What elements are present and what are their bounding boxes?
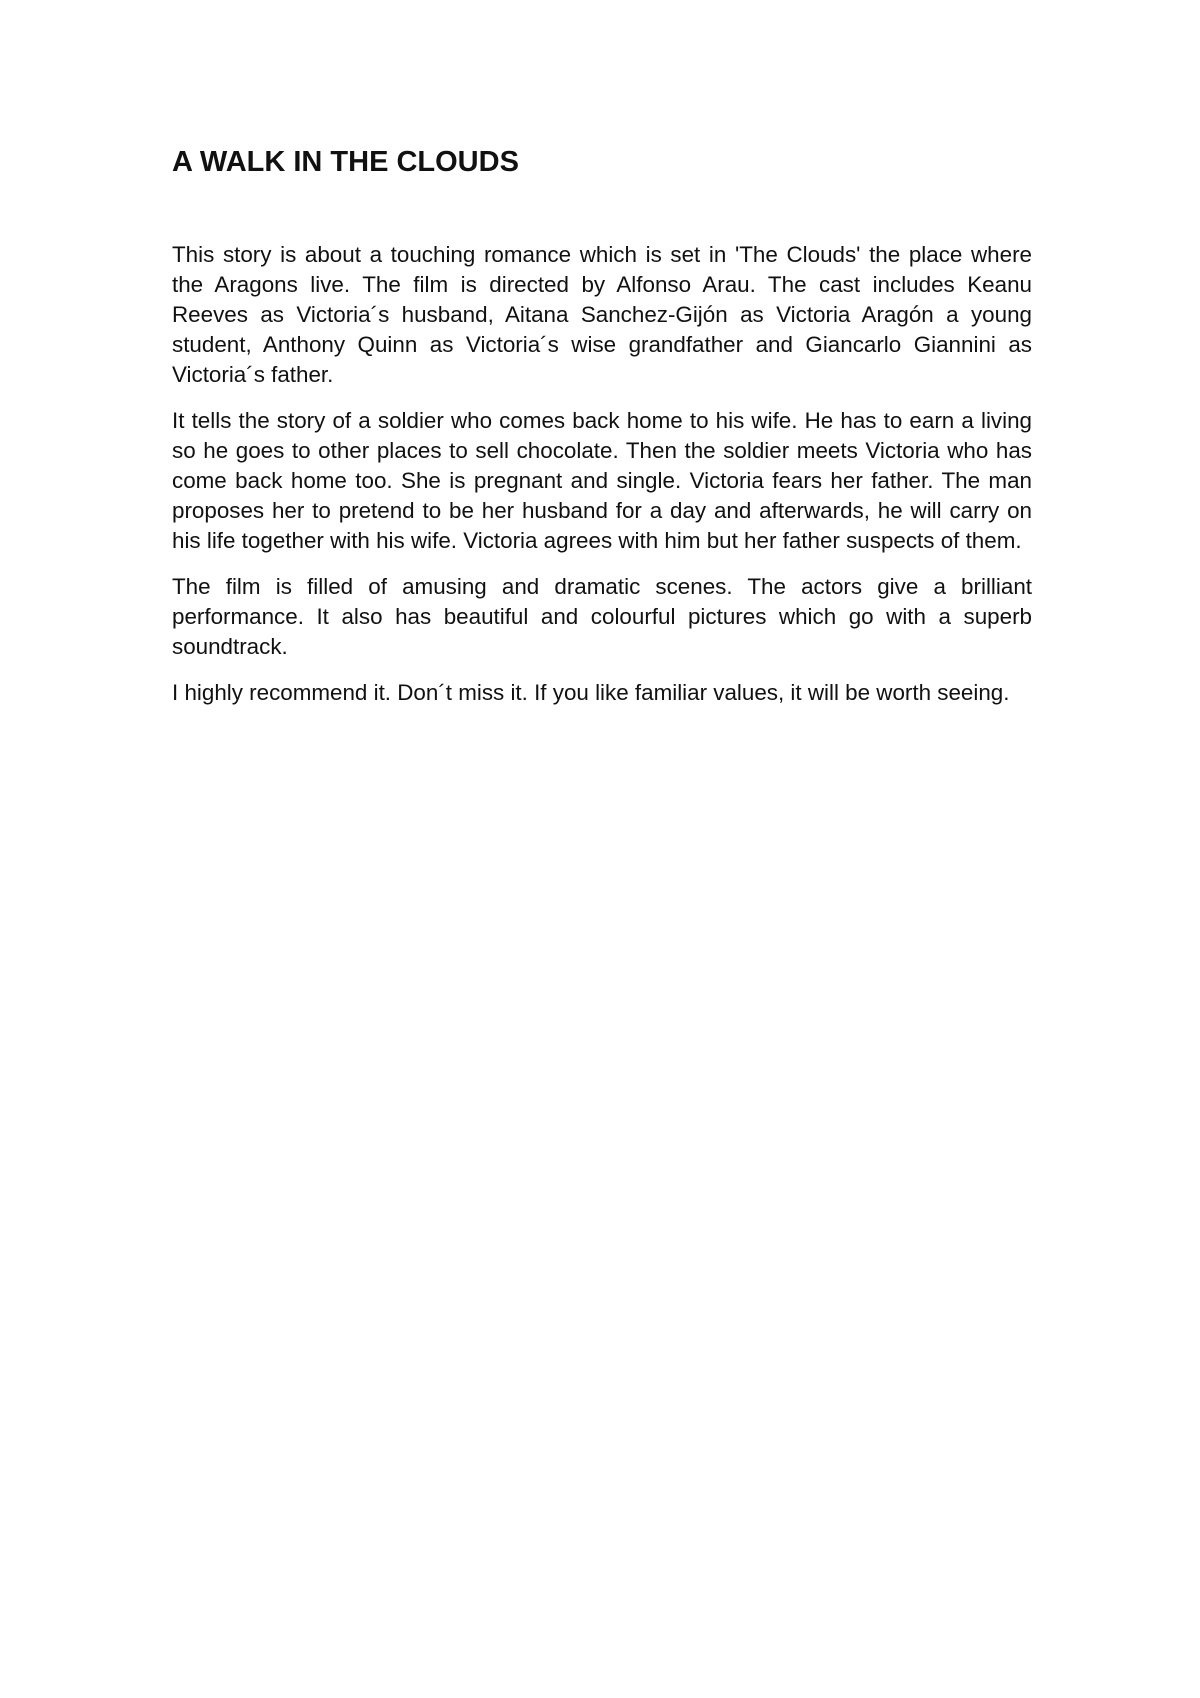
document-title: A WALK IN THE CLOUDS [172, 146, 519, 178]
paragraph-intro: This story is about a touching romance which is set in 'The Clouds' the place where the Aragons live. The film is directed by Alfonso Arau. The cast includes Keanu Reeves as Victoria´s husband, Aitana Sanchez-Gijón as Victoria Aragón a young student, Anthony Quinn as Victoria´s wise grandfather and Giancarlo Giannini as Victoria´s father. [172, 242, 1032, 387]
document-content [172, 140, 1032, 724]
paragraph-recommendation: I highly recommend it. Don´t miss it. If you like familiar values, it will be worth seeing. [172, 680, 1010, 705]
document-body [172, 240, 1032, 708]
paragraph-plot: It tells the story of a soldier who comes back home to his wife. He has to earn a living so he goes to other places to sell chocolate. Then the soldier meets Victoria who has come back home too. She is pregnant and single. Victoria fears her father. The man proposes her to pretend to be her husband for a day and afterwards, he will carry on his life together with his wife. Victoria agrees with him but her father suspects of them. [172, 408, 1032, 553]
paragraph-review: The film is filled of amusing and dramatic scenes. The actors give a brilliant performance. It also has beautiful and colourful pictures which go with a superb soundtrack. [172, 574, 1032, 659]
